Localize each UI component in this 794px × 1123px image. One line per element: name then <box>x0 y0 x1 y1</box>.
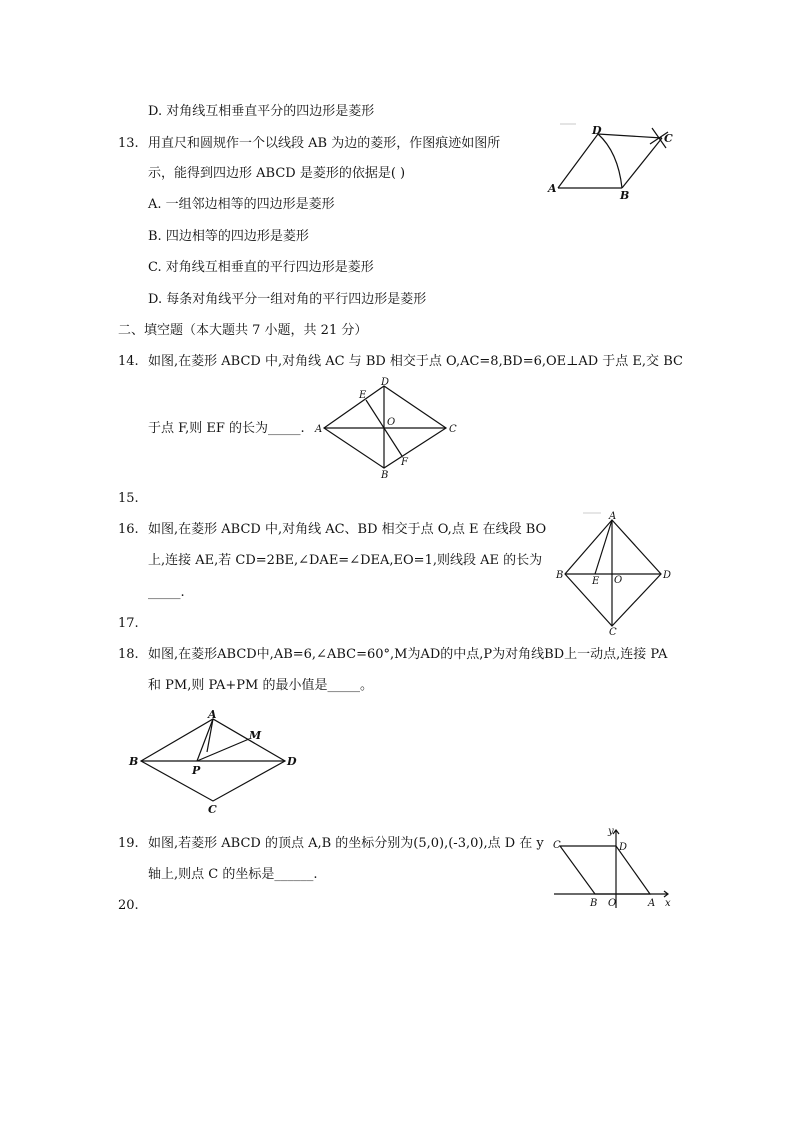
q19-label-x: x <box>665 898 671 909</box>
q13-number: 13. <box>118 136 139 151</box>
q14-stem-line1: 如图,在菱形 ABCD 中,对角线 AC 与 BD 相交于点 O,AC=8,BD=6,OE⊥AD 于点 E,交 BC <box>148 354 683 369</box>
q18-label-m: M <box>249 729 262 742</box>
q13-option-d: D. 每条对角线平分一组对角的平行四边形是菱形 <box>148 292 427 307</box>
q20-number: 20. <box>118 898 139 913</box>
q13-side-bc <box>622 138 662 188</box>
q16-label-a: A <box>609 511 617 522</box>
q16-segment-ae <box>595 520 612 574</box>
q19-label-y: y <box>608 826 614 837</box>
q14-label-b: B <box>381 470 389 481</box>
q16-label-o: O <box>614 575 623 586</box>
q16-stem-line2: 上,连接 AE,若 CD=2BE,∠DAE=∠DEA,EO=1,则线段 AE 的长为 <box>148 553 543 568</box>
q18-stem-line1: 如图,在菱形ABCD中,AB=6,∠ABC=60°,M为AD的中点,P为对角线BD上一动点,连接 PA <box>148 647 668 662</box>
q19-number: 19. <box>118 836 139 851</box>
q16-rhombus-figure <box>555 510 680 636</box>
q14-label-c: C <box>449 424 457 435</box>
q19-rhombus-outline <box>560 846 650 894</box>
q13-option-c: C. 对角线互相垂直的平行四边形是菱形 <box>148 260 374 275</box>
q13-label-a: A <box>548 182 557 195</box>
q18-number: 18. <box>118 647 139 662</box>
q18-rhombus-figure <box>125 706 305 816</box>
q14-label-a: A <box>315 424 323 435</box>
q19-label-o: O <box>608 898 617 909</box>
q18-label-p: P <box>192 764 201 777</box>
q14-label-d: D <box>381 377 390 388</box>
q13-label-c: C <box>664 132 673 145</box>
q18-label-a: A <box>208 708 217 721</box>
q16-label-b: B <box>556 570 564 581</box>
q19-stem-line1: 如图,若菱形 ABCD 的顶点 A,B 的坐标分别为(5,0),(-3,0),点 D 在 y <box>148 836 544 851</box>
q14-stem-line2: 于点 F,则 EF 的长为_____. <box>148 421 305 436</box>
q18-segment-a-inner <box>207 719 213 752</box>
q16-stem-line3: _____. <box>148 585 185 600</box>
q19-label-c: C <box>553 840 561 851</box>
q18-label-c: C <box>208 803 217 816</box>
q13-label-d: D <box>592 124 602 137</box>
q13-stem-line2: 示，能得到四边形 ABCD 是菱形的依据是( ) <box>148 166 406 181</box>
q14-number: 14. <box>118 354 139 369</box>
q12-option-d: D. 对角线互相垂直平分的四边形是菱形 <box>148 104 375 119</box>
q13-option-a: A. 一组邻边相等的四边形是菱形 <box>148 197 335 212</box>
q13-rhombus-figure <box>540 122 680 202</box>
q14-label-o: O <box>387 417 396 428</box>
q16-number: 16. <box>118 522 139 537</box>
q14-rhombus-outline <box>324 386 446 468</box>
q18-label-d: D <box>287 755 297 768</box>
section2-heading: 二、填空题（本大题共 7 小题，共 21 分） <box>118 323 368 338</box>
q17-number: 17. <box>118 616 139 631</box>
q18-label-b: B <box>129 755 139 768</box>
q16-label-d: D <box>663 570 672 581</box>
q13-stem-line1: 用直尺和圆规作一个以线段 AB 为边的菱形，作图痕迹如图所 <box>148 136 501 151</box>
q18-segment-pm <box>197 739 249 761</box>
q13-rhombus-sides-ad-dc <box>558 134 662 188</box>
q14-rhombus-figure <box>312 377 462 481</box>
q19-label-b: B <box>590 898 598 909</box>
q13-option-b: B. 四边相等的四边形是菱形 <box>148 229 309 244</box>
q14-label-e: E <box>359 390 367 401</box>
q16-stem-line1: 如图,在菱形 ABCD 中,对角线 AC、BD 相交于点 O,点 E 在线段 BO <box>148 522 547 537</box>
q19-stem-line2: 轴上,则点 C 的坐标是______. <box>148 867 318 882</box>
q19-coordinate-figure <box>550 824 675 910</box>
q13-arc-a-radius <box>598 134 622 188</box>
q18-rhombus-outline <box>141 719 285 801</box>
q15-number: 15. <box>118 491 139 506</box>
q13-label-b: B <box>620 189 630 202</box>
q19-label-a: A <box>648 898 656 909</box>
q19-label-d: D <box>619 842 628 853</box>
q16-rhombus-outline <box>565 520 661 626</box>
q14-label-f: F <box>401 457 408 468</box>
q18-stem-line2: 和 PM,则 PA+PM 的最小值是_____。 <box>148 678 373 693</box>
q16-label-c: C <box>609 627 617 638</box>
q16-label-e: E <box>592 576 600 587</box>
